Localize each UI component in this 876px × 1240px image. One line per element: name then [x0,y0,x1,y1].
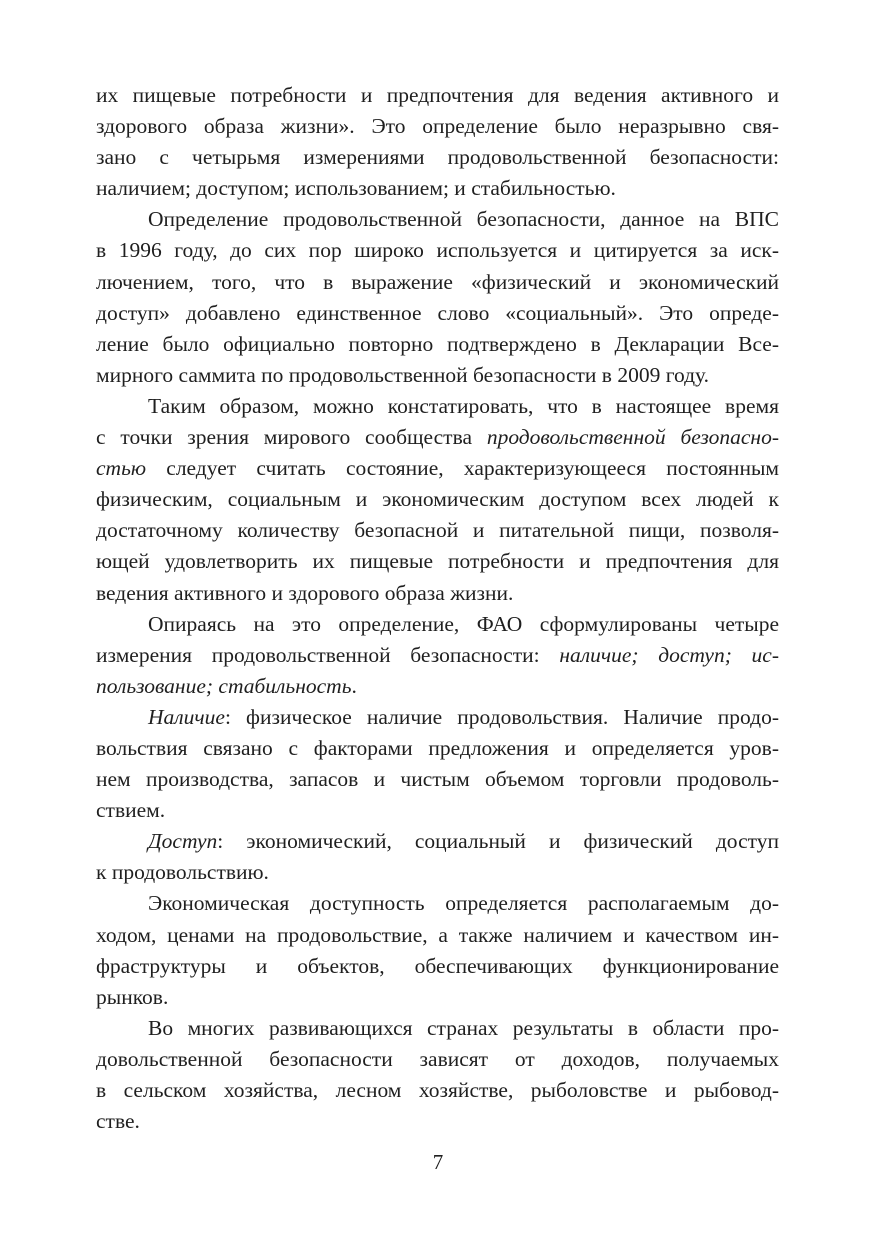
paragraph-6 [96,826,779,888]
text-line: физическим, социальным и экономическим доступом всех людей к [96,487,779,512]
paragraph-7 [96,888,779,1012]
italic-term: продовольственной безопасно- [486,425,779,450]
text-run: измерения продовольственной безопасности: [96,642,560,667]
text-line: к продовольствию. [96,860,269,885]
italic-term: Доступ [148,829,218,854]
text-line [96,640,779,671]
text-line: довольственной безопасности зависят от доходов, получаемых [96,1046,779,1071]
text-line: рынков. [96,984,169,1009]
text-line: лючением, того, что в выражение «физический и экономический [96,269,779,294]
text-line: фраструктуры и объектов, обеспечивающих функционирование [96,953,779,978]
text-line [96,702,779,733]
italic-term: пользование; стабильность [96,673,352,698]
text-line: в 1996 году, до сих пор широко используется и цитируется за иск- [96,238,779,263]
paragraph-2 [96,204,779,391]
text-line: Опираясь на это определение, ФАО сформулированы четыре [148,611,779,636]
text-line: вольствия связано с факторами предложения и определяется уров- [96,735,779,760]
text-line: в сельском хозяйства, лесном хозяйстве, рыболовстве и рыбовод- [96,1078,779,1102]
text-run: : физическое наличие продовольствия. Наличие продо- [224,704,779,729]
text-line: Экономическая доступность определяется располагаемым до- [148,891,779,916]
italic-term: стью [96,456,147,481]
text-line: доступ» добавлено единственное слово «социальный». Это опреде- [96,300,779,325]
text-line [96,671,779,702]
page-body [96,80,779,1137]
text-line: Во многих развивающихся странах результаты в области про- [148,1015,779,1040]
paragraph-8 [96,1013,779,1137]
text-line: ющей удовлетворить их пищевые потребности и предпочтения для [96,549,779,574]
text-line: стве. [96,1109,140,1134]
text-line: наличием; доступом; использованием; и стабильностью. [96,176,616,201]
text-line: зано с четырьмя измерениями продовольственной безопасности: [96,145,779,170]
italic-term: наличие; доступ; ис- [559,642,779,667]
text-line: Таким образом, можно констатировать, что в настоящее время [148,393,779,418]
text-line: мирного саммита по продовольственной безопасности в 2009 году. [96,362,710,387]
paragraph-1 [96,80,779,204]
text-line: Определение продовольственной безопасности, данное на ВПС [148,207,779,232]
text-line [96,826,779,857]
text-line: ление было официально повторно подтверждено в Декларации Все- [96,331,779,356]
text-line: ведения активного и здорового образа жизни. [96,580,514,605]
text-line [96,422,779,453]
paragraph-3 [96,391,779,609]
text-line: достаточному количеству безопасной и питательной пищи, позволя- [96,518,779,543]
italic-term: Наличие [148,704,225,729]
text-run: с точки зрения мирового сообщества [96,425,487,450]
text-run: . [351,673,357,698]
paragraph-5 [96,702,779,826]
text-line: ходом, ценами на продовольствие, а также наличием и качеством ин- [96,922,779,947]
text-run: : экономический, социальный и физический доступ [217,829,779,854]
page-number: 7 [432,1150,444,1174]
text-line: ствием. [96,798,166,823]
text-line: нем производства, запасов и чистым объемом торговли продоволь- [96,767,779,792]
text-line: их пищевые потребности и предпочтения для ведения активного и [96,83,779,107]
text-line: здорового образа жизни». Это определение было неразрывно свя- [96,114,779,139]
paragraph-4 [96,609,779,702]
text-run: следует считать состояние, характеризующееся постоянным [146,456,779,481]
text-line [96,453,779,484]
